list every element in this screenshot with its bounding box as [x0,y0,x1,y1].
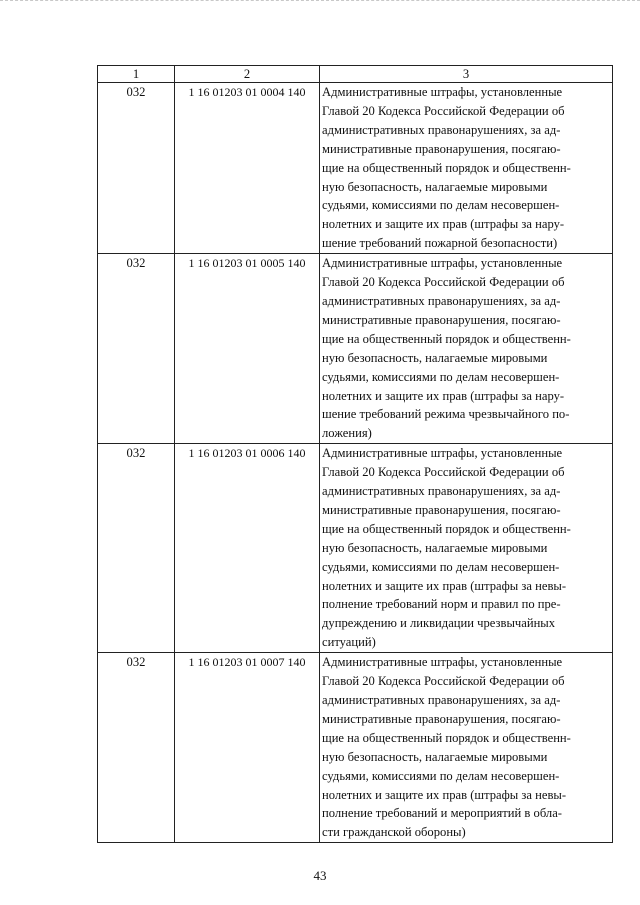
description-line: административных правонарушениях, за ад- [322,122,561,137]
description-line: полнение требований и мероприятий в обла- [322,806,562,821]
description-line: Административные штрафы, установленные [322,85,563,99]
description-line: ную безопасность, налагаемые мировыми [322,179,548,194]
description-line: Главой 20 Кодекса Российской Федерации об [322,674,565,689]
admin-code-cell: 032 [98,83,175,254]
budget-classification-code-cell: 1 16 01203 01 0006 140 [175,444,320,653]
budget-classification-code-cell: 1 16 01203 01 0005 140 [175,254,320,444]
description-line: Главой 20 Кодекса Российской Федерации об [322,103,565,118]
description-line: дупреждению и ликвидации чрезвычайных [322,616,556,631]
table-row [98,444,613,653]
description-line: шение требований режима чрезвычайного по- [322,407,570,422]
column-header-2: 2 [175,66,320,83]
description-line: щие на общественный порядок и общественн- [322,730,571,745]
description-line: нолетних и защите их прав (штрафы за невы- [322,787,567,802]
admin-code-cell: 032 [98,254,175,444]
description-line: ную безопасность, налагаемые мировыми [322,350,548,365]
budget-classification-code-cell: 1 16 01203 01 0004 140 [175,83,320,254]
description-line: судьями, комиссиями по делам несовершен- [322,559,560,574]
description-line: судьями, комиссиями по делам несовершен- [322,768,560,783]
description-line: ную безопасность, налагаемые мировыми [322,540,548,555]
description-cell [320,444,613,653]
admin-code-cell: 032 [98,444,175,653]
budget-classification-code-cell: 1 16 01203 01 0007 140 [175,653,320,843]
description-line: ную безопасность, налагаемые мировыми [322,749,548,764]
description-line: щие на общественный порядок и общественн- [322,160,571,175]
description-line: административных правонарушениях, за ад- [322,293,561,308]
description-line: Главой 20 Кодекса Российской Федерации об [322,275,565,290]
description-line: Главой 20 Кодекса Российской Федерации об [322,465,565,480]
description-line: нолетних и защите их прав (штрафы за нару- [322,217,565,232]
description-line: министративные правонарушения, посягаю- [322,711,561,726]
table-row [98,254,613,444]
description-cell [320,254,613,444]
scan-edge-artifact [0,0,640,11]
page-number: 43 [313,868,327,883]
table-row [98,83,613,254]
description-line: ситуаций) [322,635,376,650]
description-line: нолетних и защите их прав (штрафы за невы- [322,578,567,593]
description-line: Административные штрафы, установленные [322,446,563,461]
description-line: административных правонарушениях, за ад- [322,693,561,707]
description-cell [320,653,613,843]
description-line: ложения) [322,426,372,441]
column-header-3: 3 [320,66,613,83]
description-line: министративные правонарушения, посягаю- [322,502,561,517]
description-line: сти гражданской обороны) [322,825,466,840]
table-row [98,653,613,843]
column-header-1: 1 [98,66,175,83]
description-cell [320,83,613,254]
description-line: щие на общественный порядок и общественн- [322,521,571,536]
description-line: Административные штрафы, установленные [322,256,563,271]
description-line: полнение требований норм и правил по пре- [322,597,561,612]
description-line: судьями, комиссиями по делам несовершен- [322,369,560,384]
description-line: министративные правонарушения, посягаю- [322,141,561,156]
table-header-row [98,66,613,83]
description-line: административных правонарушениях, за ад- [322,484,561,499]
budget-codes-table [97,65,613,843]
description-line: щие на общественный порядок и общественн- [322,331,571,346]
description-line: министративные правонарушения, посягаю- [322,312,561,327]
description-line: шение требований пожарной безопасности) [322,236,558,251]
description-line: судьями, комиссиями по делам несовершен- [322,198,560,213]
description-line: Административные штрафы, установленные [322,655,563,670]
admin-code-cell: 032 [98,653,175,843]
description-line: нолетних и защите их прав (штрафы за нару- [322,388,565,403]
